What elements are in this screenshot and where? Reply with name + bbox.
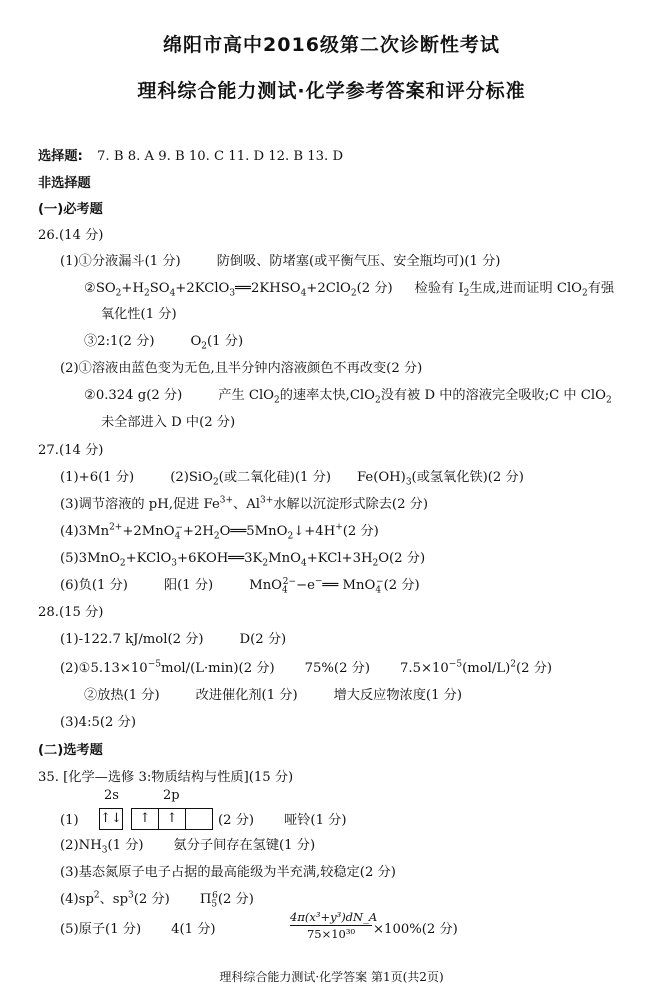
t: (2 分) [218, 813, 255, 828]
t: 阳(1 分) [163, 578, 214, 593]
q28-line4: (3)4:5(2 分) [60, 715, 136, 730]
q35-line5-right: ×100%(2 分) [373, 922, 458, 937]
fraction-denominator: 75×10³⁰ [306, 927, 356, 941]
t: mol/(L·min)(2 分) [160, 661, 275, 676]
nonchoice-heading: 非选择题 [38, 176, 91, 191]
fraction-numerator: 4π(x³+y³)dN_A [290, 910, 378, 924]
t: +2MnO [122, 524, 175, 539]
t: ②放热(1 分) [84, 688, 160, 703]
q35-line1-rest [218, 812, 347, 830]
t: (或二氧化硅)(1 分) [218, 470, 331, 485]
t: O [190, 334, 202, 349]
q35-line3: (3)基态氮原子电子占据的最高能级为半充满,较稳定(2 分) [60, 865, 396, 880]
q28-line2: $(2)①5.13\times 10^{-5}mol/(L\cdot\min)(2$ 分) 75%(2 分) $7.5\times 10^{-5}(mol/L)^2(2$ 分) [60, 659, 553, 676]
t: 的速率太快,ClO [279, 388, 375, 403]
page-footer: 理科综合能力测试·化学答案 第1页(共2页) [219, 970, 444, 984]
t: 生成,进而证明 ClO [469, 281, 582, 296]
q26-part1-line3: ③2:1(2 分) $O_2(1$ 分) [84, 334, 244, 352]
t: (2)NH [60, 838, 102, 853]
t: +H [121, 281, 144, 296]
t: 哑铃(1 分) [284, 813, 347, 828]
t: (2)SiO [170, 470, 213, 485]
t: 氨分子间存在氢键(1 分) [173, 838, 316, 853]
t: 有强 [587, 281, 615, 296]
t: 没有被 D 中的溶液完全吸收;C 中 ClO [380, 388, 606, 403]
t: +KCl+3H [306, 551, 373, 566]
q26-part1-line2-cont: 氧化性(1 分) [101, 307, 177, 322]
q26-part2-line2: ②0.324 g(2 分) 产生 ClO$_2$的速率太快,ClO$_2$没有被 D 中的溶液完全吸收;C 中 ClO$_2$ [84, 388, 612, 406]
t: +6KOH══3K [177, 551, 263, 566]
t: 改进催化剂(1 分) [195, 688, 298, 703]
t: D(2 分) [239, 632, 287, 647]
t: 4(1 分) [171, 922, 216, 937]
q28-line3 [84, 687, 462, 705]
q26-part1-line2: $②SO_2+H_2SO_4+2KClO_3══2KHSO_4+2ClO_2(2$ 分) 检验有 $I_2$生成,进而证明 ClO$_2$有强 [84, 281, 615, 299]
orbital-2p-cell-3 [186, 809, 212, 829]
t: (mol/L) [462, 661, 511, 676]
t: ↓+4H [293, 524, 336, 539]
t: 7.5×10 [399, 661, 449, 676]
q27-line2: (3)调节溶液的 pH,促进 $Fe^{3+}$、$Al^{3+}$水解以沉淀形式除去(2 分) [60, 495, 428, 512]
t: MnO [249, 578, 282, 593]
t: (5)3MnO [60, 551, 120, 566]
t: ③2:1(2 分) [84, 334, 155, 349]
t: −e [296, 578, 315, 593]
q35-heading: 35. [化学—选修 3:物质结构与性质](15 分) [38, 770, 294, 785]
t: 增大反应物浓度(1 分) [333, 688, 462, 703]
t: (4)3Mn [60, 524, 110, 539]
t: (2 分) [356, 281, 393, 296]
t: SO [149, 281, 170, 296]
t: +2H [182, 524, 214, 539]
q26-p1b: 防倒吸、防堵塞(或平衡气压、安全瓶均可)(1 分) [216, 254, 501, 269]
page-title: 绵阳市高中2016级第二次诊断性考试 [163, 34, 500, 56]
orbital-2p-cell-1: ↑ [132, 809, 159, 829]
orbital-2p-box [131, 808, 213, 830]
t: (1 分) [207, 334, 244, 349]
t: 产生 ClO [218, 388, 274, 403]
t: Π [199, 892, 212, 907]
q35-line2: $(2)NH_3(1$ 分) 氨分子间存在氢键(1 分) [60, 838, 316, 856]
q28-line1 [60, 631, 286, 649]
t: 水解以沉淀形式除去(2 分) [273, 497, 428, 512]
t: (2 分) [217, 892, 254, 907]
t: ══ MnO [322, 578, 376, 593]
choice-answers-line [38, 148, 343, 166]
t: 、Al [233, 497, 260, 512]
t: (或氢氧化铁)(2 分) [411, 470, 524, 485]
q35-line4: $(4)sp^2$、$sp^3(2$ 分) $\Pi_5^6(2$ 分) [60, 890, 254, 910]
q35-line1-prefix: (1) [60, 813, 79, 828]
t: O══5MnO [219, 524, 288, 539]
orbital-2s-cell: ↑↓ [100, 811, 122, 826]
t: O(2 分) [378, 551, 426, 566]
t: (2 分) [383, 578, 420, 593]
page-subtitle: 理科综合能力测试·化学参考答案和评分标准 [137, 80, 526, 102]
t: (1)-122.7 kJ/mol(2 分) [60, 632, 204, 647]
t: 75%(2 分) [304, 661, 370, 676]
t: (4)sp [60, 892, 94, 907]
t: (6)负(1 分) [60, 578, 128, 593]
t: 、sp [99, 892, 129, 907]
t: (1)+6(1 分) [60, 470, 135, 485]
orbital-2p-label: 2p [163, 788, 180, 803]
t: Fe(OH) [356, 470, 406, 485]
t: (2 分) [515, 661, 553, 676]
t: 检验有 I [414, 281, 464, 296]
t: (3)调节溶液的 pH,促进 Fe [60, 497, 220, 512]
q26-part2-line2-cont: 未全部进入 D 中(2 分) [101, 415, 236, 430]
q27-line1: (1)+6(1 分) (2)SiO$_2$(或二氧化硅)(1 分) $Fe(OH)_3$(或氢氧化铁)(2 分) [60, 470, 524, 488]
choice-label: 选择题: [38, 149, 83, 164]
q27-line5: (6)负(1 分) 阳(1 分) MnO$_4^{2-}$−e−══ MnO$_4$−(2 分) [60, 576, 420, 596]
t: MnO [268, 551, 301, 566]
optional-heading: (二)选考题 [38, 743, 103, 758]
q26-heading: 26.(14 分) [38, 228, 104, 243]
t: +2ClO [306, 281, 351, 296]
t: (1 分) [107, 838, 144, 853]
orbital-2s-label: 2s [104, 788, 119, 803]
q27-line3: $(4)3Mn^{2+}+2MnO_4^-+2H_2O══5MnO_2↓+4H^+(2$ 分) [60, 522, 379, 542]
q26-part1-line1 [60, 253, 500, 271]
t: (5)原子(1 分) [60, 922, 142, 937]
q28-heading: 28.(15 分) [38, 605, 104, 620]
q26-part2-line1: (2)①溶液由蓝色变为无色,且半分钟内溶液颜色不再改变(2 分) [60, 361, 423, 376]
t: ══2KHSO [235, 281, 301, 296]
choice-answers: 7. B 8. A 9. B 10. C 11. D 12. B 13. D [97, 149, 344, 164]
q26-p1a: (1)①分液漏斗(1 分) [60, 254, 181, 269]
q27-heading: 27.(14 分) [38, 443, 104, 458]
t: (2 分) [342, 524, 379, 539]
t: +2KClO [175, 281, 230, 296]
orbital-2p-cell-2: ↑ [159, 809, 186, 829]
t: ②0.324 g(2 分) [84, 388, 183, 403]
density-fraction [290, 910, 378, 941]
t: (2 分) [133, 892, 170, 907]
q35-line5-left [60, 921, 216, 939]
t: (2)①5.13×10 [60, 661, 148, 676]
t: +KClO [125, 551, 172, 566]
t: ②SO [84, 281, 116, 296]
q27-line4: $(5)3MnO_2+KClO_3+6KOH══3K_2MnO_4+KCl+3H_2O(2$ 分) [60, 551, 426, 569]
required-heading: (一)必考题 [38, 202, 103, 217]
orbital-2s-box [99, 808, 123, 830]
